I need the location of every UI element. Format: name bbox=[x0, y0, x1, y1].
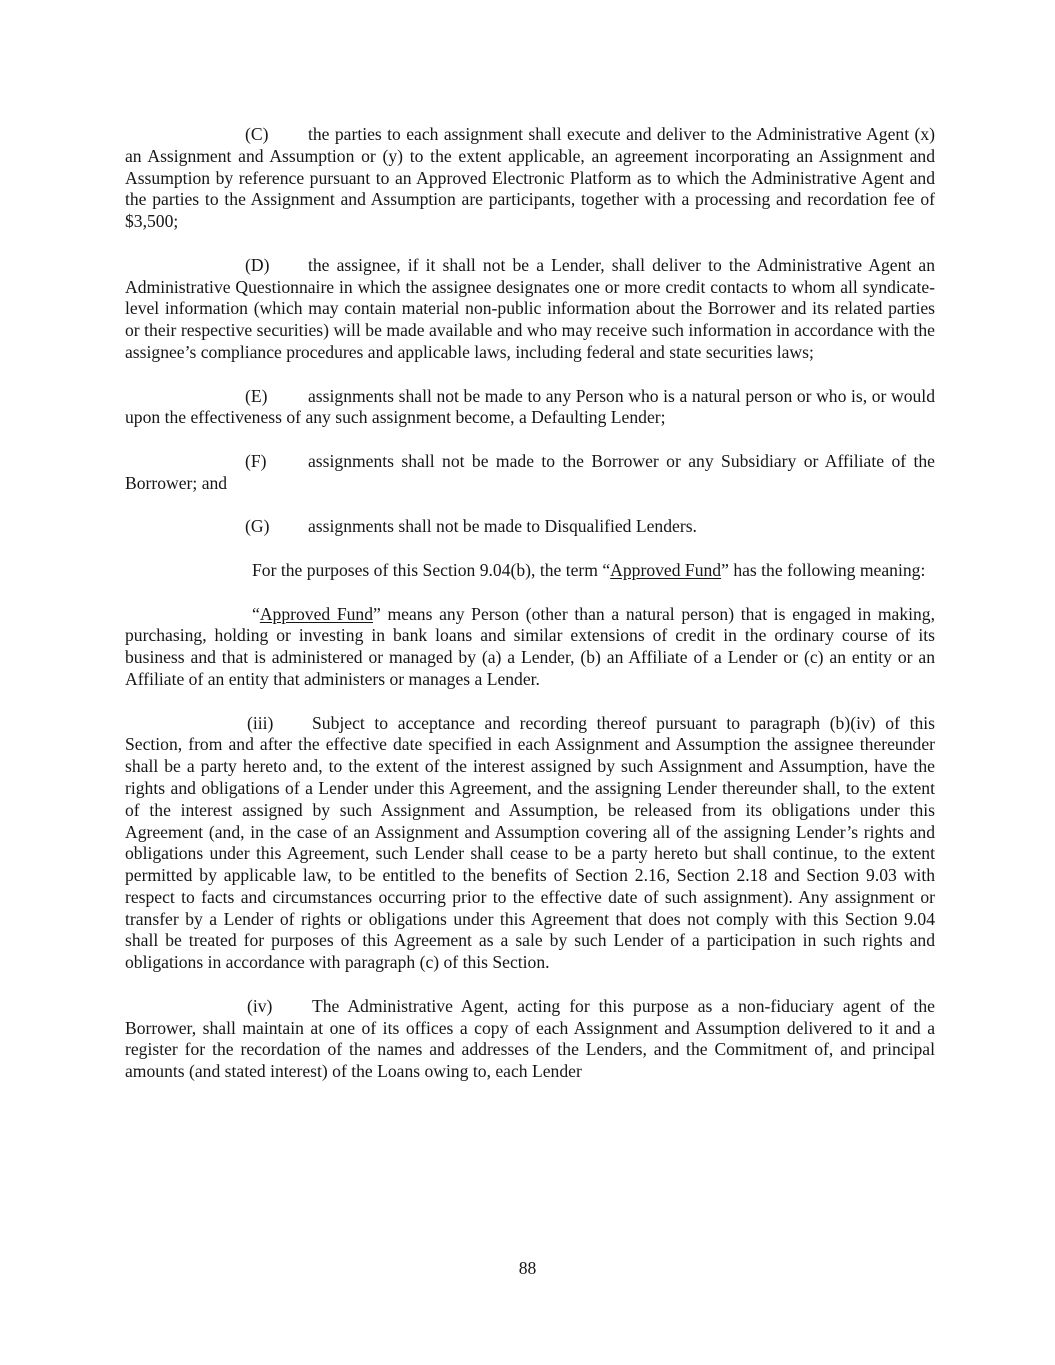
approved-fund-term: Approved Fund bbox=[610, 559, 722, 580]
clause-c-label: (C) bbox=[245, 124, 269, 144]
clause-g-text: assignments shall not be made to Disqualified Lenders. bbox=[308, 516, 697, 537]
clause-d bbox=[125, 255, 935, 364]
clause-iv-text: The Administrative Agent, acting for this purpose as a non-fiduciary agent of the Borrower, shall maintain at one of its offices a copy of each Assignment and Assumption delivered to it and a register for the recordation of the names and addresses of the Lenders, and the Commitment of, and principal amounts (and stated interest) of the Loans owing to, each Lender bbox=[125, 995, 935, 1082]
clause-f-text: assignments shall not be made to the Borrower or any Subsidiary or Affiliate of the Borrower; and bbox=[125, 450, 935, 493]
clause-e-text: assignments shall not be made to any Person who is a natural person or who is, or would upon the effectiveness of any such assignment become, a Defaulting Lender; bbox=[125, 385, 935, 428]
clause-d-label: (D) bbox=[245, 254, 270, 275]
approved-fund-definition bbox=[125, 604, 935, 691]
approved-fund-intro-before: For the purposes of this Section 9.04(b), the term “ bbox=[252, 559, 611, 580]
clause-iii-text: Subject to acceptance and recording thereof pursuant to paragraph (b)(iv) of this Section, from and after the effective date specified in each Assignment and Assumption the assignee thereunder shall be a party hereto and, to the extent of the interest assigned by such Assignment and Assumption, have the rights and obligations of a Lender under this Agreement, and the assigning Lender thereunder shall, to the extent of the interest assigned by such Assignment and Assumption, be released from its obligations under this Agreement (and, in the case of an Assignment and Assumption covering all of the assigning Lender’s rights and obligations under this Agreement, such Lender shall cease to be a party hereto but shall continue, to the extent permitted by applicable law, to be entitled to the benefits of Section 2.16, Section 2.18 and Section 9.03 with respect to facts and circumstances occurring prior to the effective date of such assignment). Any assignment or transfer by a Lender of rights or obligations under this Agreement that does not comply with this Section 9.04 shall be treated for purposes of this Agreement as a sale by such Lender of a participation in such rights and obligations in accordance with paragraph (c) of this Section. bbox=[125, 712, 935, 973]
approved-fund-definition-open-quote: “ bbox=[252, 603, 260, 624]
approved-fund-intro bbox=[125, 560, 935, 582]
clause-iii bbox=[125, 713, 935, 975]
clause-e bbox=[125, 386, 935, 430]
approved-fund-term: Approved Fund bbox=[259, 603, 374, 624]
clause-c bbox=[125, 124, 935, 233]
clause-iv bbox=[125, 996, 935, 1083]
clause-c-text: the parties to each assignment shall execute and deliver to the Administrative Agent (x) an Assignment and Assumption or (y) to the extent applicable, an agreement incorporating an Assignment and Assumption by reference pursuant to an Approved Electronic Platform as to which the Administrative Agent and the parties to the Assignment and Assumption are participants, together with a processing and recordation fee of $3,500; bbox=[125, 124, 935, 232]
clause-e-label: (E) bbox=[245, 385, 268, 406]
clause-f-label: (F) bbox=[245, 450, 267, 471]
clause-d-text: the assignee, if it shall not be a Lender, shall deliver to the Administrative Agent an Administrative Questionnaire in which the assignee designates one or more credit contacts to whom all syndicate-level information (which may contain material non-public information about the Borrower and its related parties or their respective securities) will be made available and who may receive such information in accordance with the assignee’s compliance procedures and applicable laws, including federal and state securities laws; bbox=[125, 254, 935, 362]
approved-fund-definition-text: ” means any Person (other than a natural person) that is engaged in making, purchasing, holding or investing in bank loans and similar extensions of credit in the ordinary course of its business and that is administered or managed by (a) a Lender, (b) an Affiliate of a Lender or (c) an entity or an Affiliate of an entity that administers or manages a Lender. bbox=[125, 603, 935, 689]
clause-iv-label: (iv) bbox=[247, 995, 273, 1016]
clause-iii-label: (iii) bbox=[247, 712, 274, 733]
clause-g bbox=[125, 516, 935, 538]
document-body bbox=[125, 124, 935, 1105]
clause-g-label: (G) bbox=[245, 516, 270, 537]
page-number: 88 bbox=[518, 1258, 537, 1278]
approved-fund-intro-after: ” has the following meaning: bbox=[721, 559, 926, 580]
clause-f bbox=[125, 451, 935, 495]
